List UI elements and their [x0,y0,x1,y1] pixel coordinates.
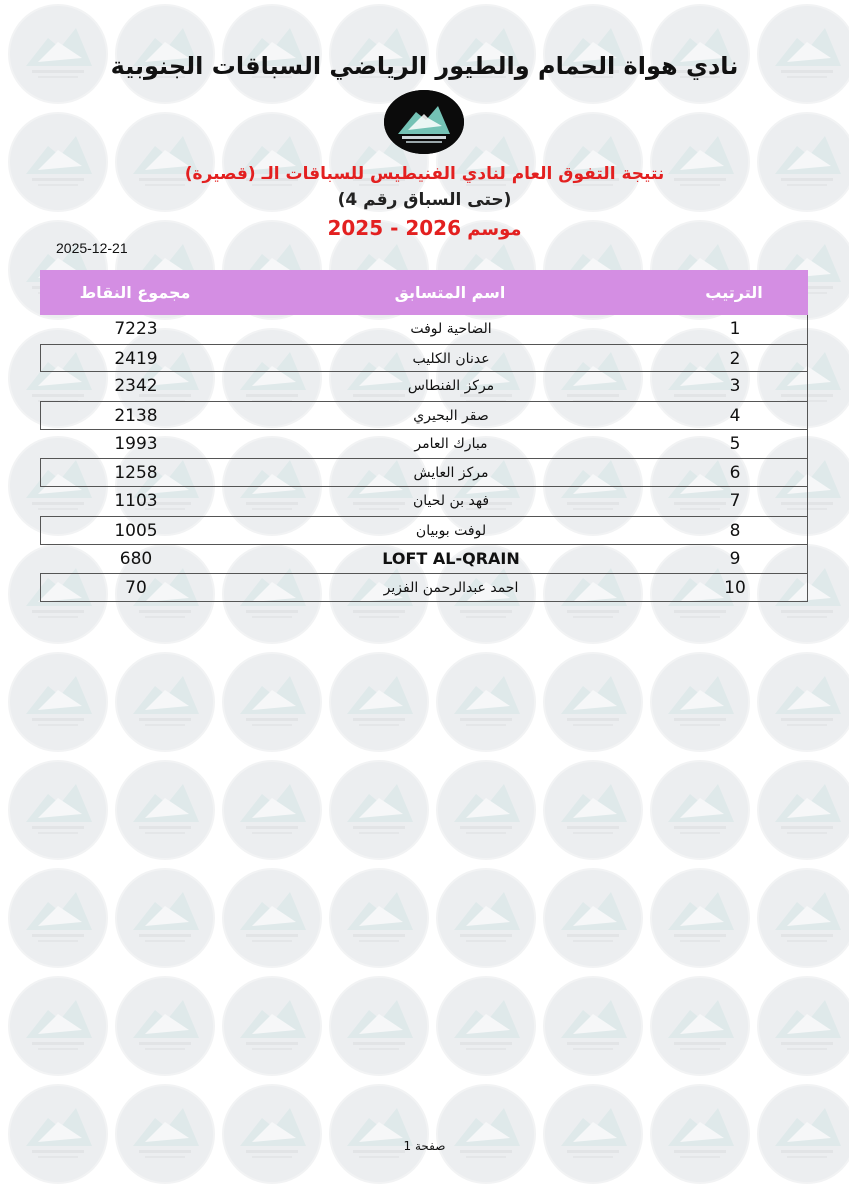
column-header-points: مجموع النقاط [79,283,191,302]
table-row [40,458,808,487]
table-row [40,401,808,430]
name-cell: فهد بن لحيان [412,493,490,510]
points-cell: 7223 [114,319,158,339]
season-label: موسم [467,219,522,240]
table-row [40,430,808,459]
rank-cell: 8 [729,520,741,541]
rank-cell: 3 [729,376,741,397]
rank-cell: 6 [729,463,741,484]
name-cell: مركز العايش [413,465,489,482]
points-cell: 1258 [114,463,158,484]
rank-cell: 4 [729,406,741,427]
points-cell: 1993 [114,433,158,454]
results-table [40,315,808,602]
points-cell: 680 [119,548,153,569]
name-cell: صقر البحيري [413,408,489,425]
points-cell: 2342 [114,376,158,397]
race-note: (حتى السباق رقم 4) [337,190,512,210]
table-row [40,372,808,401]
club-logo-icon [384,90,464,154]
table-row [40,487,808,516]
column-header-rank: الترتيب [705,283,763,302]
table-header [40,270,808,315]
points-cell: 70 [125,578,147,599]
points-cell: 2419 [114,348,158,369]
rank-cell: 5 [729,433,741,454]
page-number: صفحة 1 [403,1139,446,1153]
name-cell: احمد عبدالرحمن الفزير [383,580,519,597]
club-title: نادي هواة الحمام والطيور الرياضي السباقات الجنوبية [110,52,739,80]
table-row [40,573,808,602]
points-cell: 1005 [114,520,158,541]
result-title: نتيجة التفوق العام لنادي الفنيطيس للسباقات الـ (قصيرة) [184,164,665,184]
name-cell: مبارك العامر [414,435,488,452]
season-years: 2025 - 2026 [327,216,462,240]
table-row [40,516,808,545]
season-line [0,216,849,240]
name-cell: عدنان الكليب [412,350,490,367]
name-cell: الضاحية لوفت [410,321,492,337]
table-row [40,344,808,373]
rank-cell: 9 [729,548,741,569]
report-date: 2025-12-21 [56,240,128,256]
name-cell: مركز الفنطاس [407,378,495,395]
name-cell: لوفت بوبيان [415,522,487,539]
table-row [40,545,808,574]
rank-cell: 2 [729,348,741,369]
rank-cell: 1 [729,319,741,339]
column-header-name: اسم المتسابق [394,283,506,302]
table-row [40,315,808,344]
points-cell: 2138 [114,406,158,427]
name-cell: LOFT AL-QRAIN [382,548,520,568]
rank-cell: 7 [729,491,741,512]
points-cell: 1103 [114,491,158,512]
rank-cell: 10 [724,578,746,599]
